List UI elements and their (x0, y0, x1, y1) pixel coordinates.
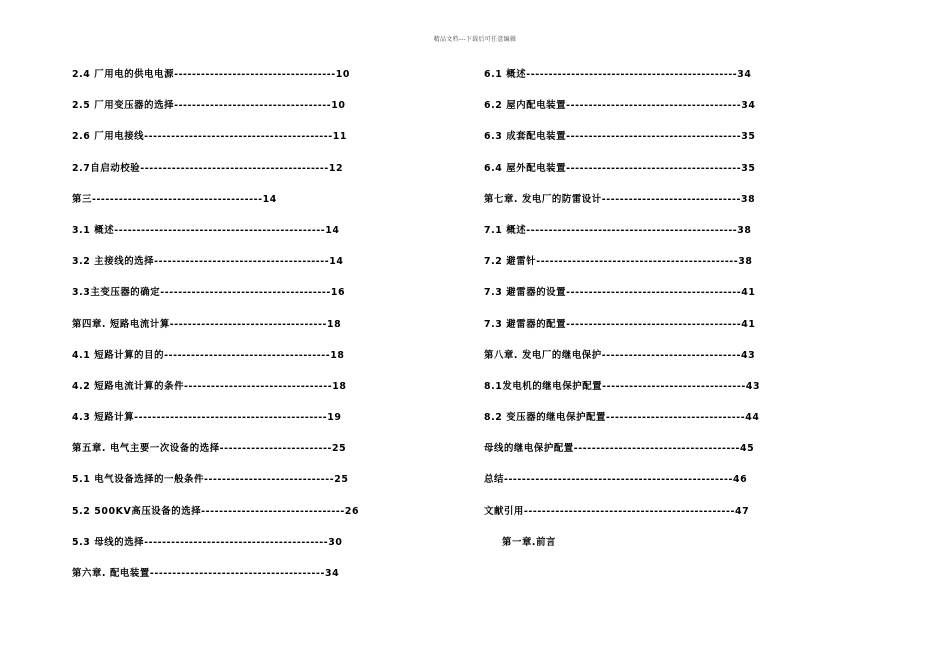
toc-entry: 第七章. 发电厂的防雷设计-------------------------------38 (484, 193, 756, 205)
page-header: 精品文档---下载后可任意编辑 (433, 36, 517, 43)
toc-entry: 7.3 避雷器的设置---------------------------------------41 (484, 287, 756, 299)
toc-entry: 3.3主变压器的确定--------------------------------------16 (72, 287, 346, 299)
toc-entry: 5.3 母线的选择-----------------------------------------30 (72, 536, 343, 548)
toc-entry: 4.1 短路计算的目的-------------------------------------18 (72, 349, 345, 361)
toc-left-column (72, 68, 492, 598)
toc-entry: 8.1发电机的继电保护配置--------------------------------43 (484, 380, 761, 392)
toc-entry: 8.2 变压器的继电保护配置-------------------------------44 (484, 412, 760, 424)
chapter-heading: 第一章.前言 (502, 536, 557, 548)
toc-entry: 6.4 屋外配电装置---------------------------------------35 (484, 162, 756, 174)
toc-entry: 第八章. 发电厂的继电保护-------------------------------43 (484, 349, 756, 361)
toc-entry: 第五章. 电气主要一次设备的选择-------------------------25 (72, 443, 347, 455)
toc-entry: 4.2 短路电流计算的条件---------------------------------18 (72, 380, 347, 392)
toc-entry: 总结---------------------------------------------------46 (484, 474, 748, 486)
toc-entry: 第三--------------------------------------14 (72, 193, 277, 205)
toc-entry: 2.6 厂用电接线------------------------------------------11 (72, 131, 348, 143)
toc-entry: 文献引用-----------------------------------------------47 (484, 505, 750, 517)
toc-entry: 4.3 短路计算-------------------------------------------19 (72, 412, 342, 424)
toc-entry: 5.2 500KV高压设备的选择--------------------------------26 (72, 505, 360, 517)
toc-entry: 7.2 避雷针---------------------------------------------38 (484, 256, 753, 268)
toc-entry: 2.5 厂用变压器的选择-----------------------------------10 (72, 100, 346, 112)
toc-entry: 6.3 成套配电装置---------------------------------------35 (484, 131, 756, 143)
toc-entry: 6.1 概述-----------------------------------------------34 (484, 69, 752, 80)
toc-entry: 3.1 概述-----------------------------------------------14 (72, 224, 340, 236)
toc-entry: 母线的继电保护配置-------------------------------------45 (484, 443, 755, 455)
toc-entry: 5.1 电气设备选择的一般条件-----------------------------25 (72, 474, 349, 486)
toc-entry: 第四章. 短路电流计算-----------------------------------18 (72, 318, 342, 330)
toc-entry: 7.1 概述-----------------------------------------------38 (484, 224, 752, 236)
toc-right-column (484, 68, 904, 567)
toc-entry: 2.7自启动校验------------------------------------------12 (72, 162, 344, 174)
toc-entry: 6.2 屋内配电装置---------------------------------------34 (484, 100, 756, 112)
toc-entry: 2.4 厂用电的供电电源------------------------------------10 (72, 69, 350, 80)
toc-entry: 7.3 避雷器的配置---------------------------------------41 (484, 318, 756, 330)
toc-entry: 3.2 主接线的选择---------------------------------------14 (72, 256, 344, 268)
toc-entry: 第六章. 配电装置---------------------------------------34 (72, 568, 340, 579)
